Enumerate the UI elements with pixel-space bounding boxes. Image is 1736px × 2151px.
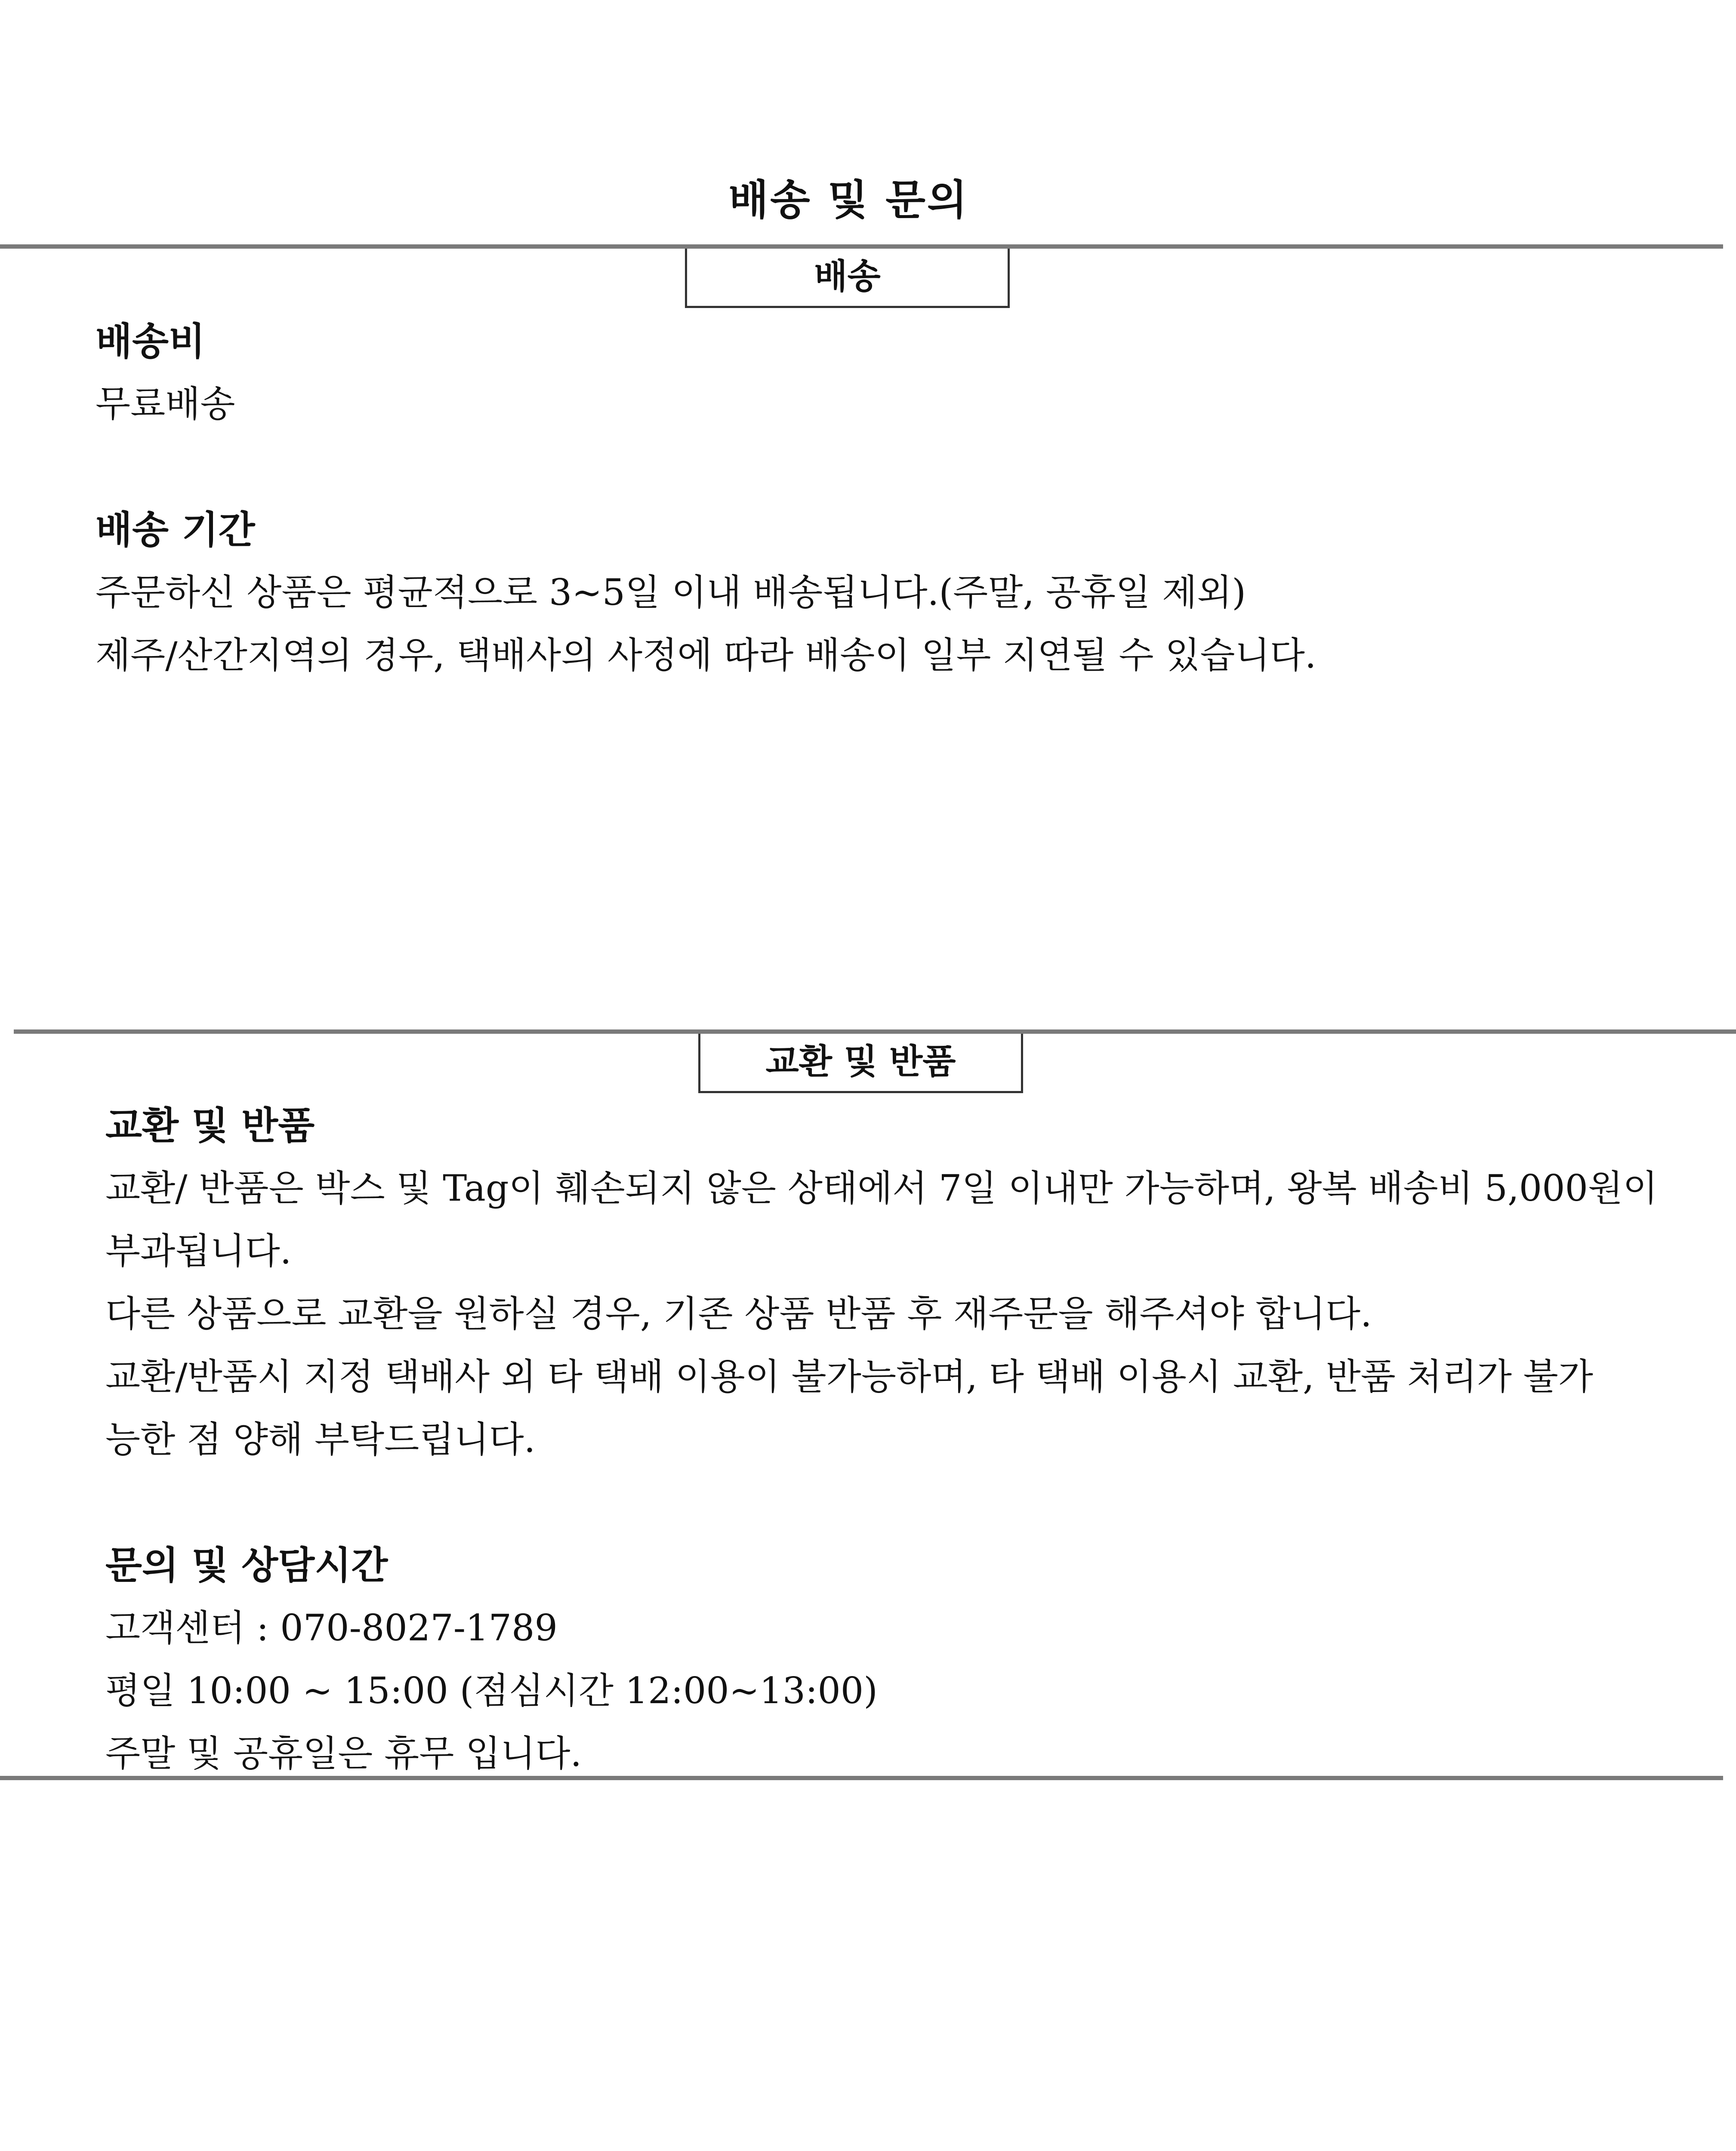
bottom-divider (0, 1776, 1723, 1780)
exchange-section (105, 1094, 1658, 1785)
shipping-divider (0, 244, 1723, 249)
shipping-section (96, 310, 1316, 687)
exchange-line: 교환/ 반품은 박스 및 Tag이 훼손되지 않은 상태에서 7일 이내만 가능하며, 왕복 배송비 5,000원이 (105, 1167, 1658, 1209)
exchange-line: 능한 점 양해 부탁드립니다. (105, 1418, 536, 1461)
exchange-heading: 교환 및 반품 (105, 1103, 315, 1148)
exchange-line: 다른 상품으로 교환을 원하실 경우, 기존 상품 반품 후 재주문을 해주셔야 합니다. (105, 1293, 1372, 1335)
exchange-tab-label: 교환 및 반품 (698, 1034, 1023, 1093)
page-title: 배송 및 문의 (728, 176, 969, 224)
shipping-fee-heading: 배송비 (96, 319, 206, 364)
shipping-period-line: 주문하신 상품은 평균적으로 3~5일 이내 배송됩니다.(주말, 공휴일 제외) (96, 571, 1246, 613)
contact-heading: 문의 및 상담시간 (105, 1543, 388, 1587)
exchange-line: 교환/반품시 지정 택배사 외 타 택배 이용이 불가능하며, 타 택배 이용시 교환, 반품 처리가 불가 (105, 1356, 1593, 1398)
contact-hours: 평일 10:00 ~ 15:00 (점심시간 12:00~13:00) (105, 1670, 878, 1712)
shipping-period-line: 제주/산간지역의 경우, 택배사의 사정에 따라 배송이 일부 지연될 수 있습니다. (96, 634, 1317, 676)
shipping-fee-value: 무료배송 (96, 383, 235, 425)
exchange-divider (14, 1029, 1736, 1034)
shipping-period-heading: 배송 기간 (96, 507, 255, 552)
exchange-line: 부과됩니다. (105, 1230, 292, 1272)
shipping-tab-label: 배송 (685, 249, 1010, 308)
contact-phone: 고객센터 : 070-8027-1789 (105, 1607, 558, 1649)
contact-holiday: 주말 및 공휴일은 휴무 입니다. (105, 1732, 582, 1775)
